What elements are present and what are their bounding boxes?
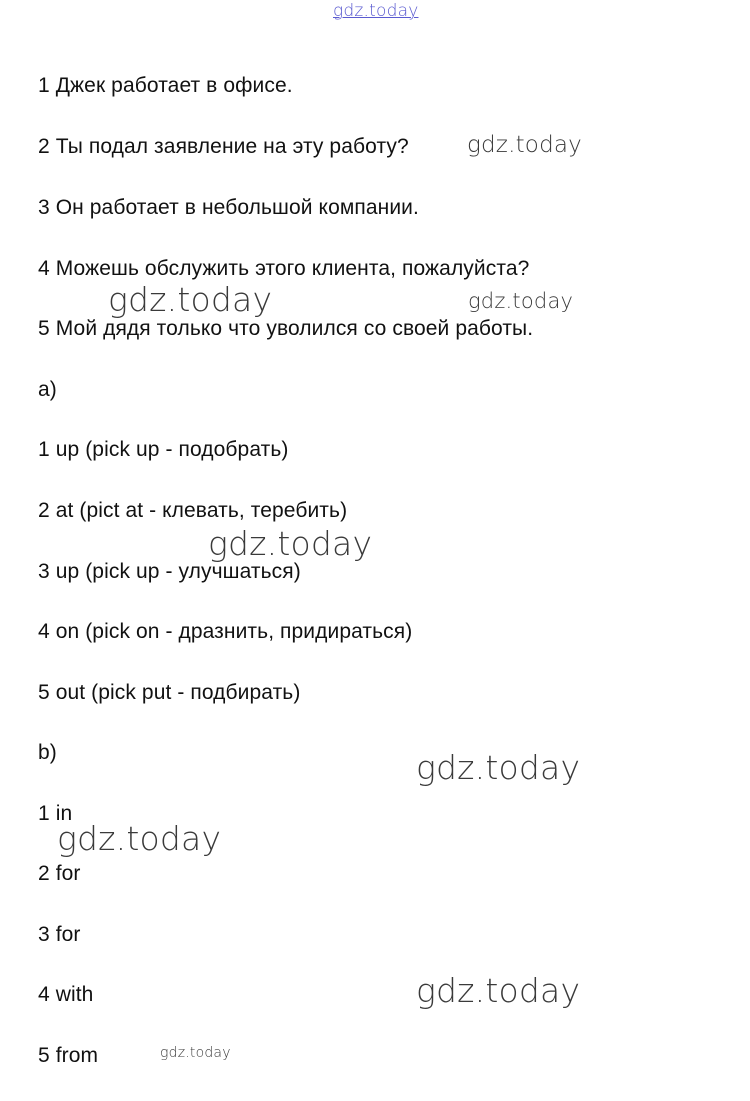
section-a-item-2: 2 at (pict at - клевать, теребить)	[38, 499, 348, 522]
watermark: gdz.today	[416, 971, 581, 1010]
watermark: gdz.today	[160, 1045, 231, 1061]
sentence-5: 5 Мой дядя только что уволился со своей работы.	[38, 317, 534, 340]
section-a-item-4: 4 on (pick on - дразнить, придираться)	[38, 620, 413, 643]
watermark: gdz.today	[416, 748, 581, 787]
section-a-heading: a)	[38, 378, 57, 401]
section-b-item-2: 2 for	[38, 862, 81, 885]
watermark: gdz.today	[208, 524, 373, 563]
section-b-heading: b)	[38, 741, 57, 764]
section-b-item-4: 4 with	[38, 983, 94, 1006]
section-b-item-1: 1 in	[38, 802, 73, 825]
section-a-item-5: 5 out (pick put - подбирать)	[38, 681, 301, 704]
watermark: gdz.today	[467, 132, 582, 158]
watermark-top[interactable]: gdz.today	[333, 1, 419, 21]
sentence-1: 1 Джек работает в офисе.	[38, 74, 293, 97]
section-b-item-5: 5 from	[38, 1044, 99, 1067]
watermark: gdz.today	[108, 280, 273, 319]
watermark: gdz.today	[57, 819, 222, 858]
watermark: gdz.today	[468, 289, 574, 313]
sentence-4: 4 Можешь обслужить этого клиента, пожалуйста?	[38, 257, 530, 280]
section-b-item-3: 3 for	[38, 923, 81, 946]
section-a-item-1: 1 up (pick up - подобрать)	[38, 438, 289, 461]
section-a-item-3: 3 up (pick up - улучшаться)	[38, 560, 301, 583]
sentence-2: 2 Ты подал заявление на эту работу?	[38, 135, 409, 158]
sentence-3: 3 Он работает в небольшой компании.	[38, 196, 419, 219]
